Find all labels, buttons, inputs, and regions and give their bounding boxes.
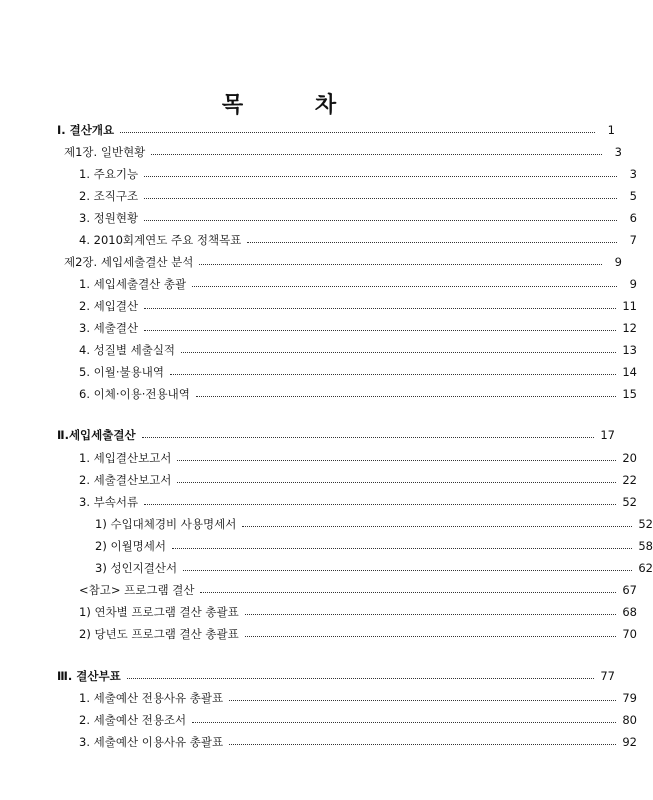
toc-dot-leader <box>229 699 616 701</box>
toc-entry <box>0 427 615 443</box>
toc-entry <box>0 734 637 750</box>
toc-entry-page: 20 <box>622 451 637 465</box>
toc-entry-label: 2. 조직구조 <box>79 189 139 203</box>
toc-entry-page: 80 <box>622 713 637 727</box>
toc-dot-leader <box>229 743 616 745</box>
toc-entry-label: 제1장. 일반현황 <box>64 145 146 159</box>
toc-entry-label: 1. 주요기능 <box>79 167 139 181</box>
toc-entry-page: 14 <box>622 365 637 379</box>
toc-entry-page: 79 <box>622 691 637 705</box>
toc-entry-label: 1) 연차별 프로그램 결산 총괄표 <box>79 605 239 619</box>
toc-dot-leader <box>144 197 617 199</box>
page-title: 목 차 <box>221 93 369 118</box>
toc-dot-leader <box>144 329 616 331</box>
toc-entry-page: 22 <box>622 473 637 487</box>
toc-entry <box>0 320 637 336</box>
toc-entry-page: 17 <box>600 428 615 442</box>
toc-dot-leader <box>200 591 616 593</box>
toc-entry <box>0 122 615 138</box>
toc-entry-page: 67 <box>622 583 637 597</box>
toc-entry-page: 70 <box>622 627 637 641</box>
toc-entry <box>0 188 637 204</box>
toc-entry-page: 92 <box>622 735 637 749</box>
toc-entry-label: 2. 세입결산 <box>79 299 139 313</box>
toc-entry-page: 3 <box>629 167 637 181</box>
toc-dot-leader <box>196 395 617 397</box>
toc-entry <box>0 364 637 380</box>
toc-dot-leader <box>120 131 595 133</box>
toc-entry-page: 68 <box>622 605 637 619</box>
toc-entry-label: 1. 세입세출결산 총괄 <box>79 277 187 291</box>
toc-entry-label: 1. 세입결산보고서 <box>79 451 172 465</box>
toc-entry <box>0 144 622 160</box>
toc-dot-leader <box>199 263 602 265</box>
toc-entry <box>0 538 653 554</box>
toc-entry <box>0 232 637 248</box>
toc-entry <box>0 604 637 620</box>
toc-entry <box>0 582 637 598</box>
toc-entry-label: 1. 세출예산 전용사유 총괄표 <box>79 691 224 705</box>
toc-entry-label: <참고> 프로그램 결산 <box>79 583 195 597</box>
toc-dot-leader <box>142 436 595 438</box>
toc-dot-leader <box>181 351 616 353</box>
toc-entry-page: 11 <box>622 299 637 313</box>
toc-entry-label: 1) 수입대체경비 사용명세서 <box>95 517 237 531</box>
toc-dot-leader <box>144 219 617 221</box>
toc-dot-leader <box>245 635 617 637</box>
toc-entry-label: 3. 부속서류 <box>79 495 139 509</box>
toc-dot-leader <box>192 285 617 287</box>
toc-entry <box>0 626 637 642</box>
toc-dot-leader <box>144 503 616 505</box>
toc-dot-leader <box>242 525 632 527</box>
toc-entry <box>0 254 622 270</box>
toc-entry-page: 58 <box>638 539 653 553</box>
toc-entry-label: 제2장. 세입세출결산 분석 <box>64 255 194 269</box>
toc-dot-leader <box>247 241 617 243</box>
toc-entry-page: 3 <box>614 145 622 159</box>
toc-entry-label: 3. 세출예산 이용사유 총괄표 <box>79 735 224 749</box>
toc-dot-leader <box>144 307 616 309</box>
toc-entry <box>0 668 615 684</box>
toc-entry-page: 9 <box>614 255 622 269</box>
toc-entry-label: 2) 당년도 프로그램 결산 총괄표 <box>79 627 239 641</box>
toc-dot-leader <box>183 569 632 571</box>
toc-entry-page: 62 <box>638 561 653 575</box>
toc-entry-page: 15 <box>622 387 637 401</box>
toc-dot-leader <box>177 481 616 483</box>
toc-entry-page: 52 <box>638 517 653 531</box>
toc-entry <box>0 210 637 226</box>
toc-entry-page: 12 <box>622 321 637 335</box>
toc-entry-label: 2) 이월명세서 <box>95 539 167 553</box>
toc-entry-page: 77 <box>600 669 615 683</box>
toc-entry-page: 52 <box>622 495 637 509</box>
toc-entry-label: 5. 이월·불용내역 <box>79 365 164 379</box>
toc-entry-label: 3. 정원현황 <box>79 211 139 225</box>
toc-entry-label: 3) 성인지결산서 <box>95 561 178 575</box>
toc-entry <box>0 166 637 182</box>
toc-entry <box>0 298 637 314</box>
toc-entry-page: 6 <box>629 211 637 225</box>
toc-dot-leader <box>177 459 616 461</box>
toc-dot-leader <box>192 721 616 723</box>
toc-entry-label: Ⅱ.세입세출결산 <box>57 428 136 442</box>
toc-entry-label: Ⅰ. 결산개요 <box>57 123 115 137</box>
toc-entry-page: 9 <box>629 277 637 291</box>
toc-entry <box>0 276 637 292</box>
toc-entry <box>0 712 637 728</box>
toc-dot-leader <box>144 175 617 177</box>
toc-entry-label: 2. 세출결산보고서 <box>79 473 172 487</box>
toc-entry <box>0 690 637 706</box>
toc-entry-label: 2. 세출예산 전용조서 <box>79 713 187 727</box>
toc-entry-label: 3. 세출결산 <box>79 321 139 335</box>
toc-entry <box>0 450 637 466</box>
toc-dot-leader <box>151 153 602 155</box>
toc-entry-page: 7 <box>629 233 637 247</box>
toc-entry-label: 4. 성질별 세출실적 <box>79 343 176 357</box>
toc-dot-leader <box>245 613 617 615</box>
toc-entry <box>0 560 653 576</box>
toc-dot-leader <box>127 677 595 679</box>
toc-entry-page: 5 <box>629 189 637 203</box>
toc-dot-leader <box>172 547 632 549</box>
toc-entry <box>0 472 637 488</box>
toc-entry-label: 4. 2010회계연도 주요 정책목표 <box>79 233 242 247</box>
toc-entry-page: 1 <box>607 123 615 137</box>
toc-entry <box>0 494 637 510</box>
toc-entry-label: Ⅲ. 결산부표 <box>57 669 121 683</box>
toc-entry <box>0 386 637 402</box>
toc-entry-page: 13 <box>622 343 637 357</box>
toc-entry-label: 6. 이체·이용·전용내역 <box>79 387 190 401</box>
toc-entry <box>0 342 637 358</box>
toc-entry <box>0 516 653 532</box>
toc-dot-leader <box>170 373 616 375</box>
